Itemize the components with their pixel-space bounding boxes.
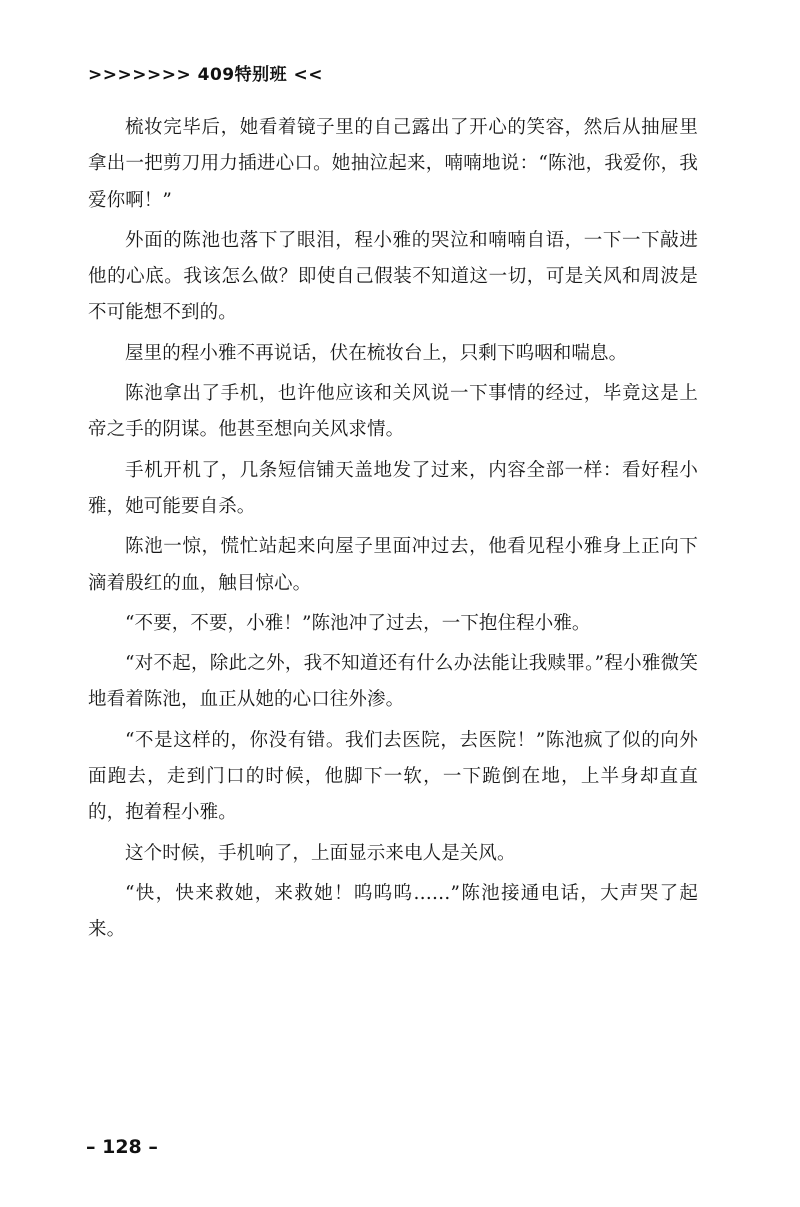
paragraph: 手机开机了，几条短信铺天盖地发了过来，内容全部一样：看好程小雅，她可能要自杀。 [88, 459, 698, 517]
paragraph: “对不起，除此之外，我不知道还有什么办法能让我赎罪。”程小雅微笑地看着陈池，血正从她的心口往外渗。 [88, 653, 698, 711]
running-header: >>>>>>> 409特别班 << [88, 65, 324, 85]
paragraph: 陈池拿出了手机，也许他应该和关风说一下事情的经过，毕竟这是上帝之手的阴谋。他甚至想向关风求情。 [88, 383, 698, 441]
paragraph: 这个时候，手机响了，上面显示来电人是关风。 [125, 842, 516, 864]
body-text [88, 110, 698, 953]
paragraph: 外面的陈池也落下了眼泪，程小雅的哭泣和喃喃自语，一下一下敲进他的心底。我该怎么做？即使自己假装不知道这一切，可是关风和周波是不可能想不到的。 [88, 229, 698, 324]
paragraph: “快，快来救她，来救她！呜呜呜……”陈池接通电话，大声哭了起来。 [88, 882, 698, 941]
paragraph: 陈池一惊，慌忙站起来向屋子里面冲过去，他看见程小雅身上正向下滴着殷红的血，触目惊心。 [88, 536, 698, 594]
paragraph: 屋里的程小雅不再说话，伏在梳妆台上，只剩下呜咽和喘息。 [125, 342, 628, 364]
page-number: – 128 – [86, 1136, 158, 1158]
paragraph: 梳妆完毕后，她看着镜子里的自己露出了开心的笑容，然后从抽屉里拿出一把剪刀用力插进心口。她抽泣起来，喃喃地说：“陈池，我爱你，我爱你啊！” [88, 117, 698, 211]
paragraph: “不是这样的，你没有错。我们去医院，去医院！”陈池疯了似的向外面跑去，走到门口的时候，他脚下一软，一下跪倒在地，上半身却直直的，抱着程小雅。 [88, 729, 698, 824]
paragraph: “不要，不要，小雅！”陈池冲了过去，一下抱住程小雅。 [125, 612, 591, 634]
